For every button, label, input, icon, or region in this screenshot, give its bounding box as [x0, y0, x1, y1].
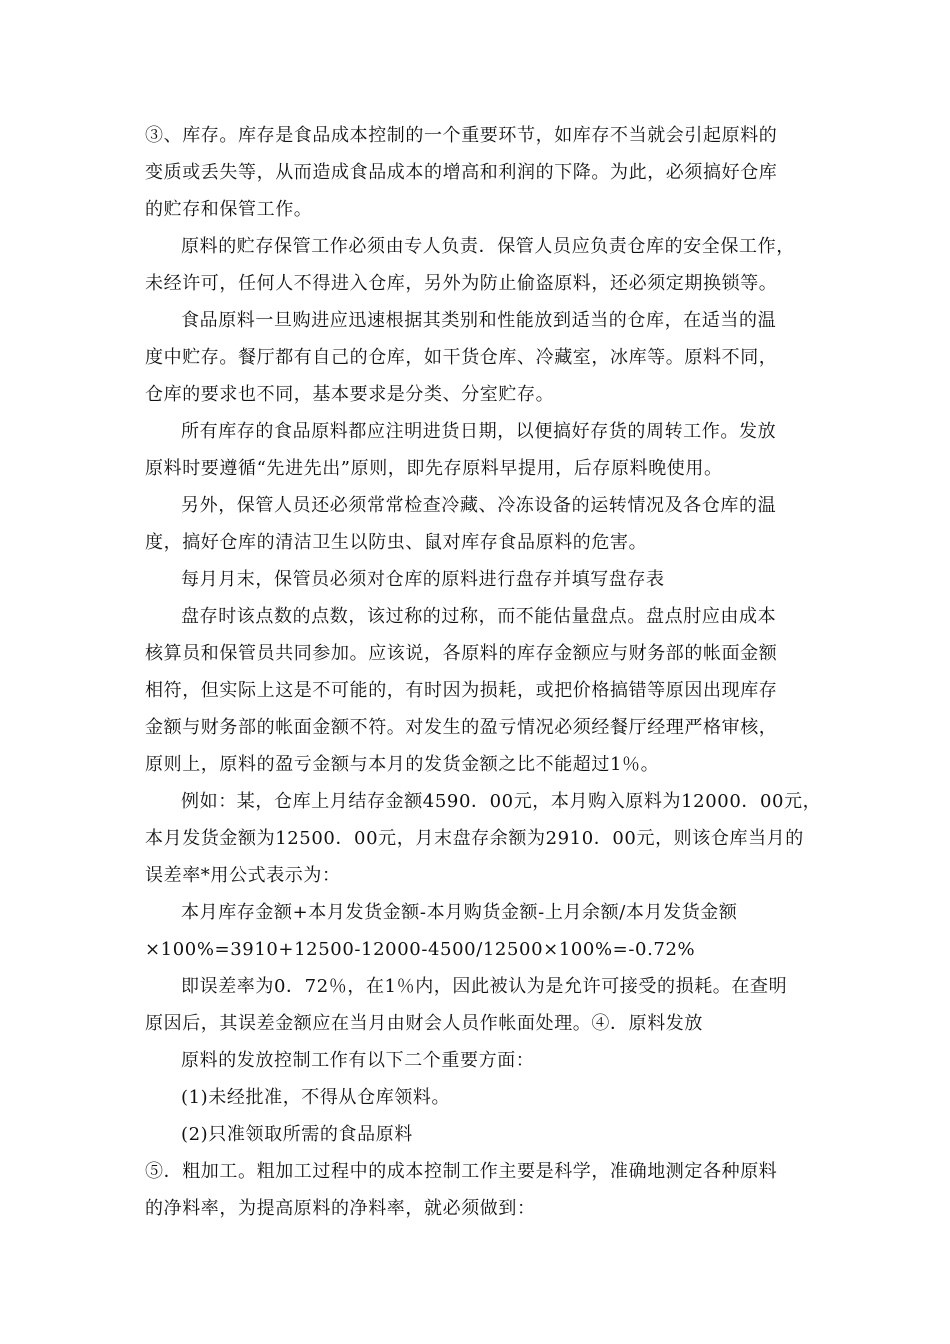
text-line: 食品原料一旦购进应迅速根据其类别和性能放到适当的仓库，在适当的温: [181, 310, 777, 331]
text-line: 例如：某，仓库上月结存金额4590．00元，本月购入原料为12000．00元，: [181, 791, 822, 812]
text-line: 原料的贮存保管工作必须由专人负责．保管人员应负责仓库的安全保工作，: [181, 236, 795, 257]
text-line: 变质或丢失等，从而造成食品成本的增高和利润的下降。为此，必须搞好仓库: [145, 162, 778, 183]
text-line: 原料的发放控制工作有以下二个重要方面：: [181, 1050, 535, 1071]
text-line: 度中贮存。餐厅都有自己的仓库，如干货仓库、冷藏室，冰库等。原料不同，: [145, 347, 778, 368]
text-line: ⑤．粗加工。粗加工过程中的成本控制工作主要是科学，准确地测定各种原料: [145, 1161, 778, 1182]
text-line: 原则上，原料的盈亏金额与本月的发货金额之比不能超过1％。: [145, 754, 660, 775]
text-line: 盘存时该点数的点数，该过称的过称，而不能估量盘点。盘点肘应由成本: [181, 606, 777, 627]
text-line: 所有库存的食品原料都应注明进货日期，以便搞好存货的周转工作。发放: [181, 421, 777, 442]
list-item: (2)只准领取所需的食品原料: [181, 1124, 413, 1145]
text-line: 原因后，其误差金额应在当月由财会人员作帐面处理。④．原料发放: [145, 1013, 703, 1034]
text-line: 误差率*用公式表示为：: [145, 865, 341, 886]
text-line: 未经许可，任何人不得进入仓库，另外为防止偷盗原料，还必须定期换锁等。: [145, 273, 778, 294]
formula-line: ×100%=3910+12500-12000-4500/12500×100%=-0.72%: [145, 939, 696, 960]
text-line: 另外，保管人员还必须常常检查冷藏、冷冻设备的运转情况及各仓库的温: [181, 495, 777, 516]
text-line: 核算员和保管员共同参加。应该说，各原料的库存金额应与财务部的帐面金额: [145, 643, 778, 664]
text-line: 即误差率为0．72％，在1％内，因此被认为是允许可接受的损耗。在查明: [181, 976, 788, 997]
text-line: 原料时要遵循“先进先出”原则，即先存原料早提用，后存原料晚使用。: [145, 458, 723, 479]
text-line: 每月月末，保管员必须对仓库的原料进行盘存并填写盘存表: [181, 569, 665, 590]
text-line: 本月发货金额为12500．00元，月末盘存余额为2910．00元，则该仓库当月的: [145, 828, 804, 849]
formula-line: 本月库存金额+本月发货金额-本月购货金额-上月余额/本月发货金额: [181, 902, 738, 923]
text-line: ③、库存。库存是食品成本控制的一个重要环节，如库存不当就会引起原料的: [145, 125, 778, 146]
text-line: 仓库的要求也不同，基本要求是分类、分室贮存。: [145, 384, 555, 405]
text-line: 的贮存和保管工作。: [145, 199, 313, 220]
text-line: 金额与财务部的帐面金额不符。对发生的盈亏情况必须经餐厅经理严格审核，: [145, 717, 778, 738]
text-line: 的净料率，为提高原料的净料率，就必须做到：: [145, 1198, 536, 1219]
text-line: 度，搞好仓库的清洁卫生以防虫、鼠对库存食品原料的危害。: [145, 532, 648, 553]
text-line: 相符，但实际上这是不可能的，有时因为损耗，或把价格搞错等原因出现库存: [145, 680, 778, 701]
list-item: (1)未经批准，不得从仓库领料。: [181, 1087, 451, 1108]
